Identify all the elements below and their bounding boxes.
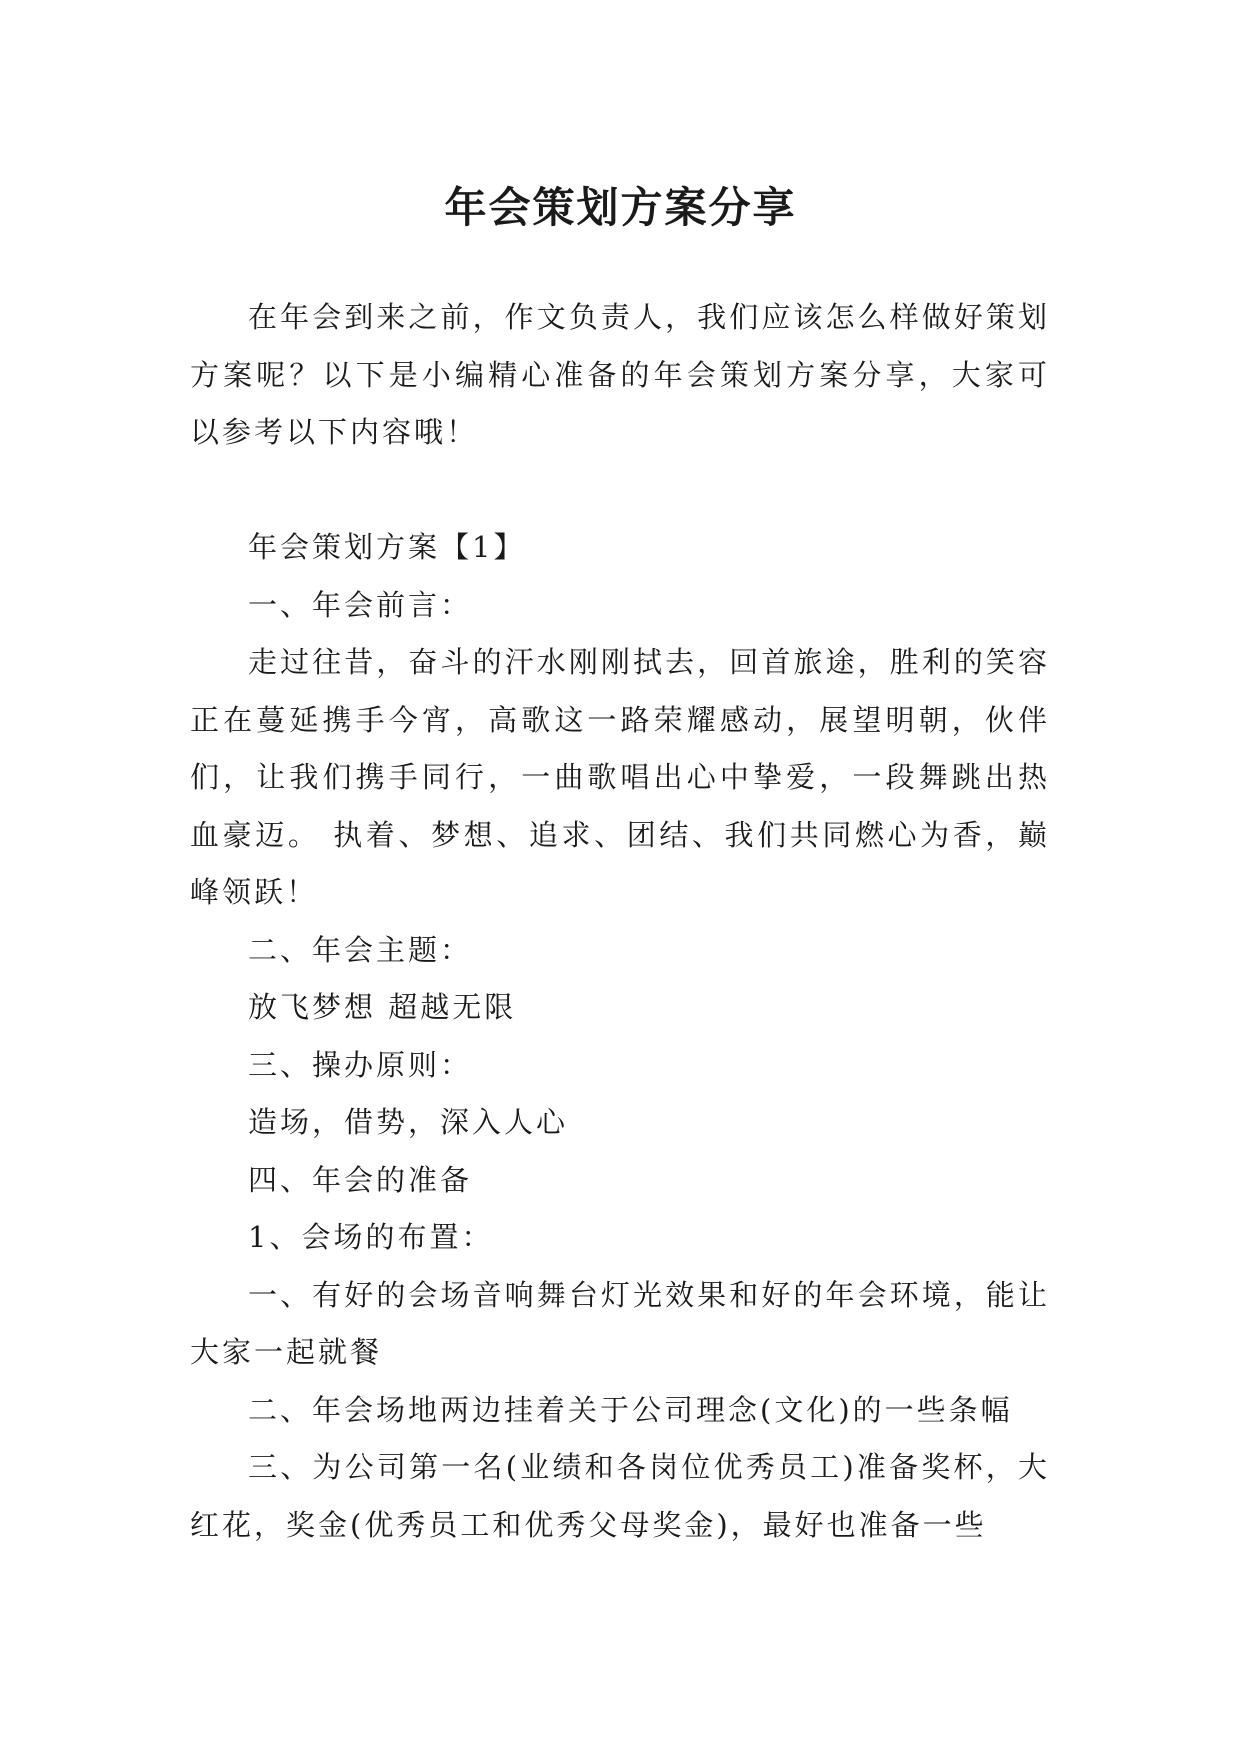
subsection-heading: 三、操办原则： xyxy=(248,1047,473,1082)
list-heading: 1、会场的布置： xyxy=(248,1220,494,1254)
preface-paragraph: 走过往昔，奋斗的汗水刚刚拭去，回首旅途，胜利的笑容正在蔓延携手今宵，高歌这一路荣耀感动，展望明朝，伙伴们，让我们携手同行，一曲歌唱出心中挚爱，一段舞跳出热血豪迈。 执着、梦想、追求、团结、我们共同燃心为香，巅峰领跃！ xyxy=(190,645,1050,909)
subsection-heading: 四、年会的准备 xyxy=(248,1162,473,1197)
list-item: 二、年会场地两边挂着关于公司理念(文化)的一些条幅 xyxy=(248,1392,1013,1427)
principle-text: 造场，借势，深入人心 xyxy=(248,1105,569,1139)
document-body xyxy=(190,289,1050,1554)
list-item: 一、有好的会场音响舞台灯光效果和好的年会环境，能让大家一起就餐 xyxy=(190,1277,1050,1369)
section-heading: 年会策划方案【1】 xyxy=(248,530,526,564)
subsection-heading: 二、年会主题： xyxy=(248,932,473,967)
list-item: 三、为公司第一名(业绩和各岗位优秀员工)准备奖杯，大红花，奖金(优秀员工和优秀父母奖金)，最好也准备一些 xyxy=(190,1450,1050,1542)
intro-paragraph: 在年会到来之前，作文负责人，我们应该怎么样做好策划方案呢？以下是小编精心准备的年会策划方案分享，大家可以参考以下内容哦！ xyxy=(190,300,1050,449)
document-title: 年会策划方案分享 xyxy=(444,183,797,233)
theme-text: 放飞梦想 超越无限 xyxy=(248,990,517,1024)
subsection-heading: 一、年会前言： xyxy=(248,587,473,622)
